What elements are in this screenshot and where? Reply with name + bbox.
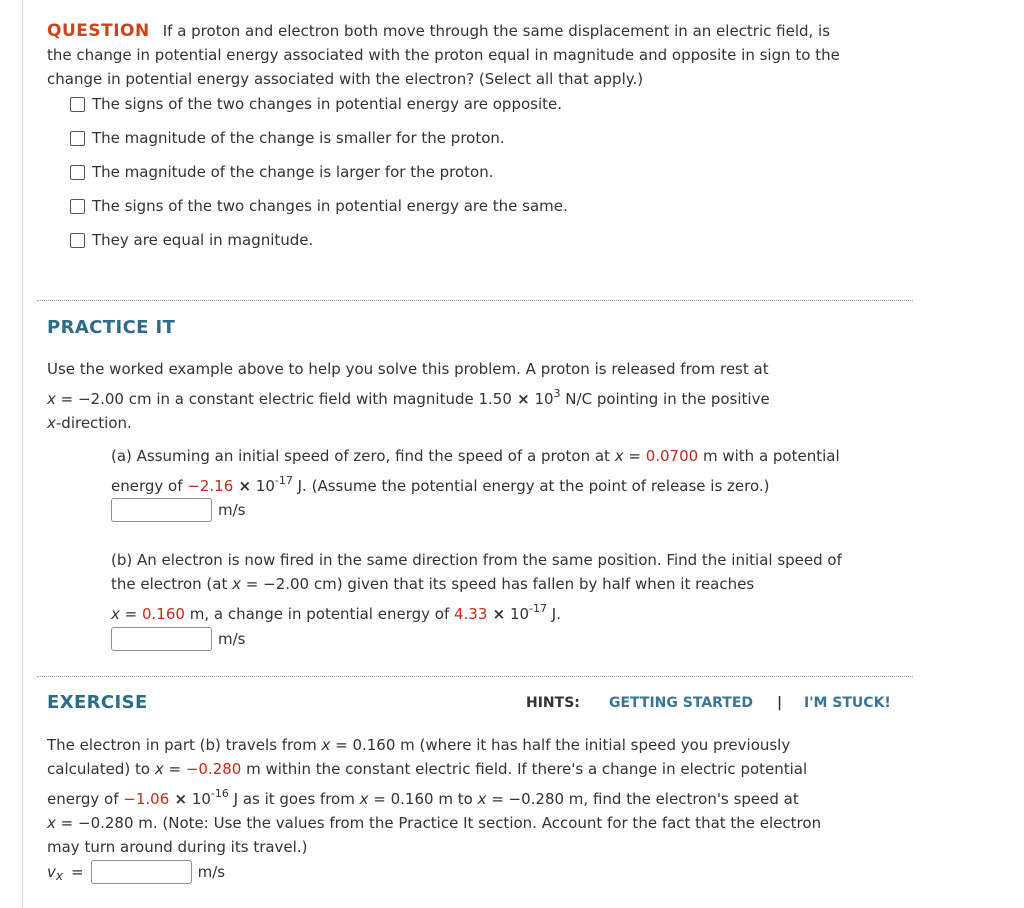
exponent: -17	[529, 602, 548, 615]
section-divider	[37, 676, 913, 677]
prompt-text: (b) An electron is now fired in the same direction from the same position. Find the initial speed of	[111, 551, 842, 569]
prompt-text: may turn around during its travel.)	[47, 838, 308, 856]
unit-label: m/s	[218, 501, 246, 519]
prompt-text: the electron (at	[111, 575, 233, 593]
variable-x: x	[232, 575, 242, 593]
checkbox[interactable]	[70, 131, 85, 146]
times-sign: ×	[233, 477, 252, 495]
text-line	[47, 835, 821, 859]
hints-separator: |	[777, 695, 783, 711]
question-label: QUESTION	[47, 21, 150, 41]
text-line	[47, 381, 770, 411]
exponent: -17	[274, 474, 293, 487]
prompt-text: J.	[547, 605, 561, 623]
part-a-answer-input[interactable]	[111, 498, 212, 522]
question-line	[47, 67, 840, 91]
intro-text: -direction.	[55, 414, 132, 432]
answer-options	[70, 92, 568, 262]
option-equal-magnitude[interactable]	[70, 228, 568, 252]
exponent: 3	[553, 387, 561, 400]
random-value: 0.0700	[645, 447, 699, 465]
unit-label: m/s	[218, 630, 246, 648]
option-label: The magnitude of the change is larger for the proton.	[92, 163, 494, 181]
practice-intro	[47, 357, 770, 435]
exercise-answer-input[interactable]	[91, 860, 192, 884]
option-label: The signs of the two changes in potential energy are opposite.	[92, 95, 563, 113]
prompt-text: = 0.160 m (where it has half the initial speed you previously	[330, 736, 791, 754]
prompt-text: = −0.280 m, find the electron's speed at	[486, 790, 799, 808]
question-block	[47, 19, 840, 91]
hints-label: HINTS:	[526, 695, 580, 711]
prompt-text: =	[163, 760, 186, 778]
question-text: change in potential energy associated with the electron? (Select all that apply.)	[47, 70, 644, 88]
im-stuck-link[interactable]: I'M STUCK!	[804, 695, 891, 711]
random-value: 0.160	[142, 605, 185, 623]
intro-text: Use the worked example above to help you solve this problem. A proton is released from rest at	[47, 360, 769, 378]
prompt-text: energy of	[47, 790, 124, 808]
question-text: If a proton and electron both move through the same displacement in an electric field, is	[162, 22, 831, 40]
times-sign: ×	[169, 790, 188, 808]
text-line	[47, 357, 770, 381]
option-label: They are equal in magnitude.	[92, 231, 314, 249]
variable-x: x	[359, 790, 369, 808]
random-value: −2.16	[187, 477, 234, 495]
text-line	[47, 757, 821, 781]
prompt-text: = 0.160 m to	[368, 790, 478, 808]
checkbox[interactable]	[70, 233, 85, 248]
variable-x: x	[111, 605, 120, 623]
prompt-text: (a) Assuming an initial speed of zero, find the speed of a proton at	[111, 447, 615, 465]
prompt-text: = −0.280 m. (Note: Use the values from the Practice It section. Account for the fact that the electron	[55, 814, 822, 832]
prompt-text: =	[119, 605, 142, 623]
variable-x: x	[154, 760, 164, 778]
question-text: the change in potential energy associated with the proton equal in magnitude and opposite in sign to the	[47, 46, 840, 64]
section-divider	[37, 300, 913, 301]
variable-x: x	[321, 736, 331, 754]
text-line	[47, 781, 821, 811]
checkbox[interactable]	[70, 165, 85, 180]
power-base: 10	[505, 605, 530, 623]
text-line	[111, 444, 840, 468]
prompt-text: calculated) to	[47, 760, 155, 778]
prompt-text: m, a change in potential energy of	[184, 605, 454, 623]
option-signs-opposite[interactable]	[70, 92, 568, 116]
option-label: The signs of the two changes in potential energy are the same.	[92, 197, 568, 215]
prompt-text: m within the constant electric field. If there's a change in electric potential	[241, 760, 808, 778]
exercise-prompt	[47, 733, 821, 859]
variable-x: x	[614, 447, 624, 465]
variable-x: x	[47, 414, 56, 432]
prompt-text: = −2.00 cm) given that its speed has fallen by half when it reaches	[241, 575, 755, 593]
text-line	[47, 811, 821, 835]
text-line	[47, 411, 770, 435]
option-larger-for-proton[interactable]	[70, 160, 568, 184]
intro-text: N/C pointing in the positive	[560, 390, 770, 408]
prompt-text: J. (Assume the potential energy at the point of release is zero.)	[292, 477, 770, 495]
power-base: 10	[251, 477, 275, 495]
checkbox[interactable]	[70, 97, 85, 112]
text-line	[47, 733, 821, 757]
random-value: −1.06	[123, 790, 170, 808]
checkbox[interactable]	[70, 199, 85, 214]
exponent: -16	[210, 787, 229, 800]
intro-text: = −2.00 cm in a constant electric field with magnitude 1.50	[55, 390, 512, 408]
random-value: 4.33	[454, 605, 488, 623]
option-label: The magnitude of the change is smaller for the proton.	[92, 129, 505, 147]
left-border	[22, 0, 23, 908]
unit-label: m/s	[197, 863, 226, 881]
part-b-answer-input[interactable]	[111, 627, 212, 651]
variable-x: x	[477, 790, 487, 808]
part-b-answer-row	[111, 627, 245, 651]
option-signs-same[interactable]	[70, 194, 568, 218]
velocity-symbol: v	[47, 863, 56, 881]
part-b-prompt	[111, 548, 842, 626]
text-line	[111, 572, 842, 596]
text-line	[111, 468, 840, 498]
question-line	[47, 43, 840, 67]
part-a-prompt	[111, 444, 840, 498]
prompt-text: =	[623, 447, 646, 465]
power-base: 10	[529, 390, 554, 408]
practice-it-heading: PRACTICE IT	[47, 317, 176, 338]
getting-started-link[interactable]: GETTING STARTED	[609, 695, 754, 711]
prompt-text: J as it goes from	[228, 790, 360, 808]
prompt-text: m with a potential	[698, 447, 840, 465]
variable-x: x	[47, 390, 56, 408]
text-line	[111, 596, 842, 626]
random-value: −0.280	[185, 760, 242, 778]
prompt-text: energy of	[111, 477, 188, 495]
prompt-text: The electron in part (b) travels from	[47, 736, 322, 754]
exercise-heading: EXERCISE	[47, 692, 148, 713]
times-sign: ×	[511, 390, 530, 408]
equals-sign: =	[71, 863, 84, 881]
question-line	[47, 19, 840, 43]
power-base: 10	[187, 790, 211, 808]
exercise-answer-row: v x = m/s	[47, 860, 225, 884]
part-a-answer-row	[111, 498, 245, 522]
text-line	[111, 548, 842, 572]
variable-x: x	[47, 814, 56, 832]
times-sign: ×	[487, 605, 506, 623]
option-smaller-for-proton[interactable]	[70, 126, 568, 150]
